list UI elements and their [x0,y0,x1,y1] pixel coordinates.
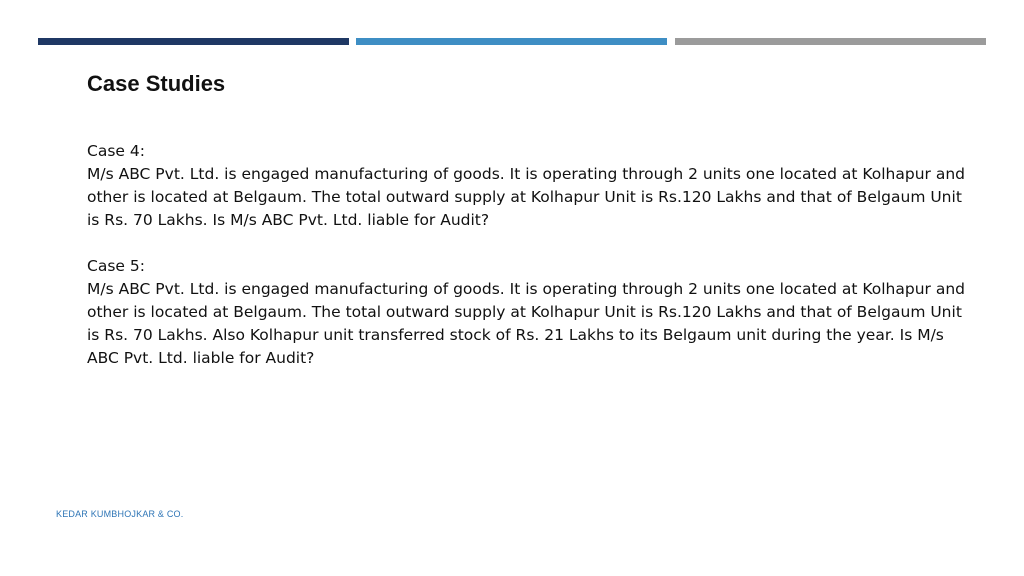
footer-company-name: KEDAR KUMBHOJKAR & CO. [56,509,184,519]
slide-title: Case Studies [87,71,226,96]
top-accent-bar-gray [675,38,986,45]
case-5-body: M/s ABC Pvt. Ltd. is engaged manufacturing of goods. It is operating through 2 units one located at Kolhapur and other is located at Belgaum. The total outward supply at Kolhapur Unit is Rs.120 Lakhs and that of Belgaum Unit is Rs. 70 Lakhs. Also Kolhapur unit transferred stock of Rs. 21 Lakhs to its Belgaum unit during the year. Is M/s ABC Pvt. Ltd. liable for Audit? [87,280,965,367]
case-4-heading: Case 4: [87,142,145,160]
top-accent-bar-navy [38,38,349,45]
case-4-block [87,140,967,232]
top-accent-bar-blue [356,38,667,45]
case-4-body: M/s ABC Pvt. Ltd. is engaged manufacturing of goods. It is operating through 2 units one located at Kolhapur and other is located at Belgaum. The total outward supply at Kolhapur Unit is Rs.120 Lakhs and that of Belgaum Unit is Rs. 70 Lakhs. Is M/s ABC Pvt. Ltd. liable for Audit? [87,165,965,229]
case-5-heading: Case 5: [87,257,145,275]
slide-content [87,140,967,393]
case-5-block [87,255,967,370]
